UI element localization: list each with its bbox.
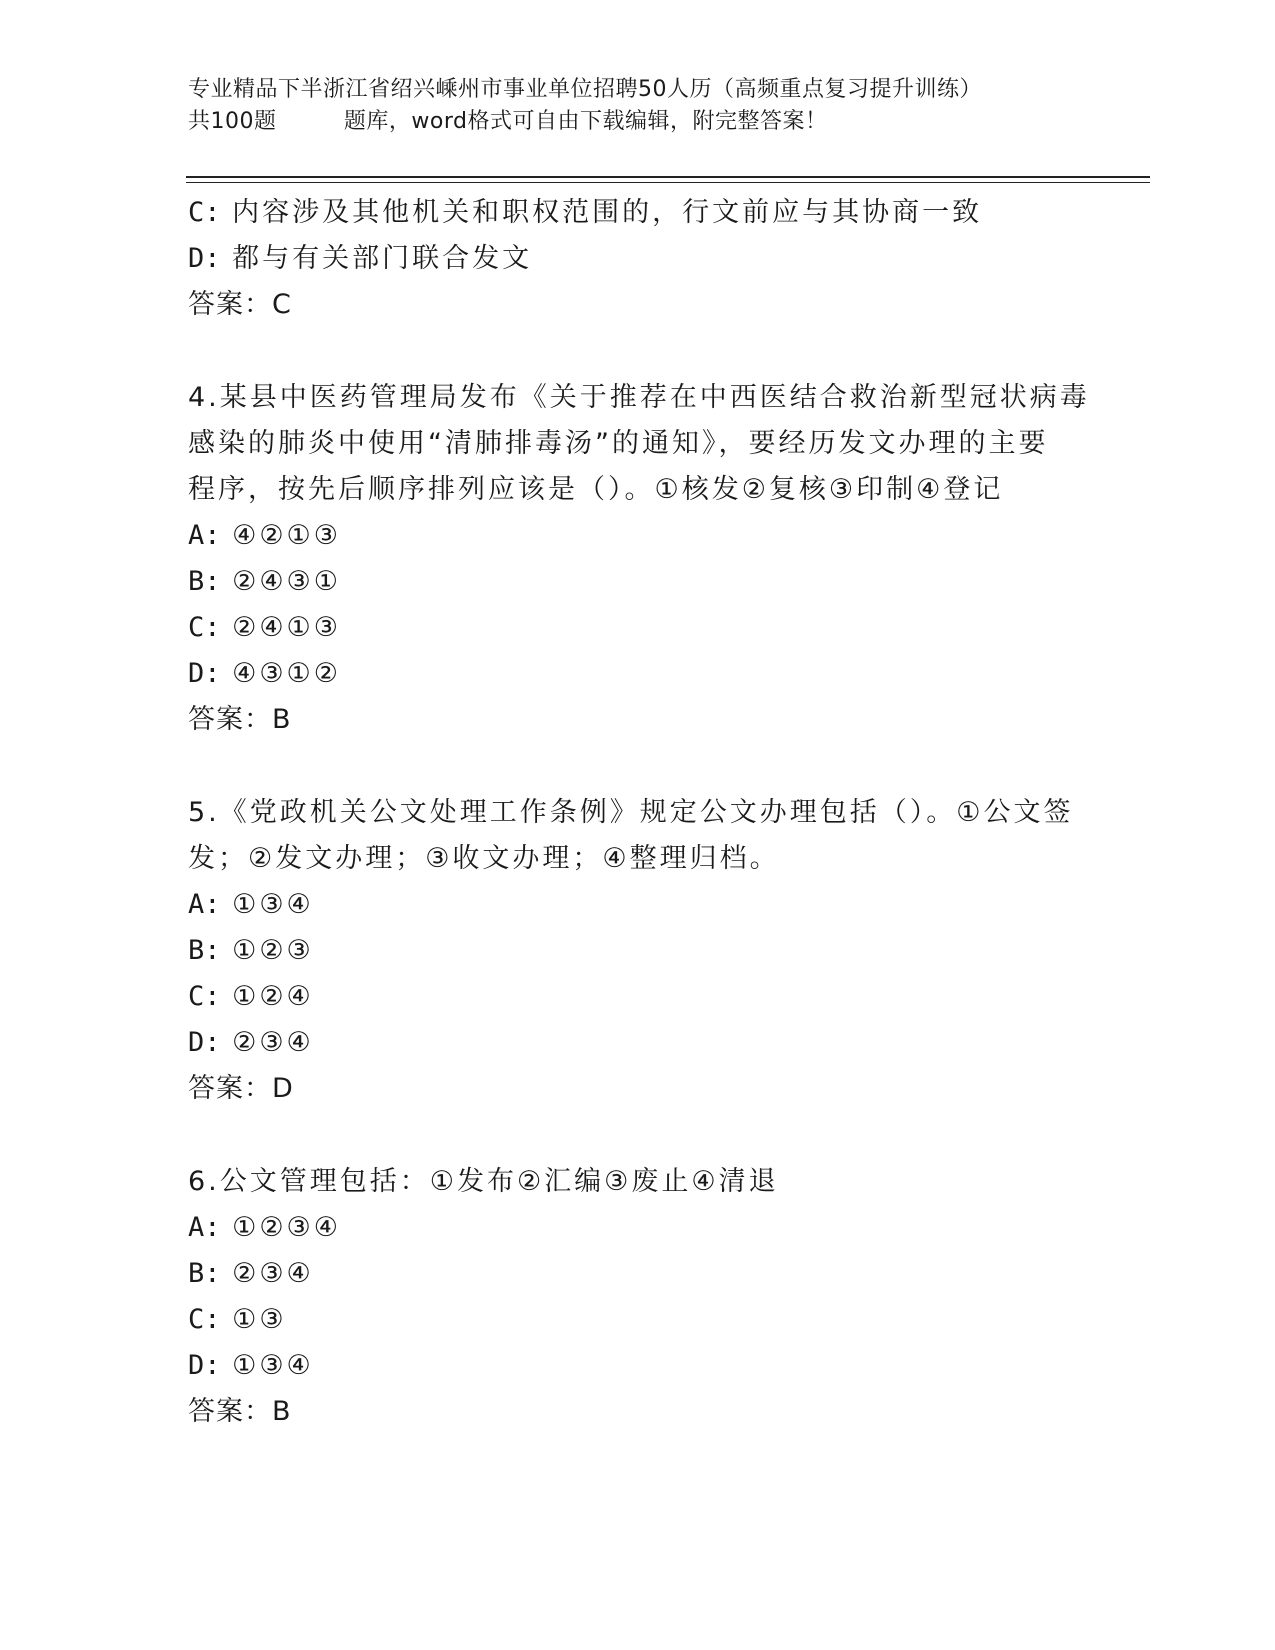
question-text-line: 发；②发文办理；③收文办理；④整理归档。 <box>188 843 780 874</box>
option-text: 内容涉及其他机关和职权范围的，行文前应与其协商一致 <box>232 197 983 228</box>
option-c <box>188 974 1088 1020</box>
option-label: D: <box>188 243 221 274</box>
header-divider-thin <box>186 182 1150 183</box>
question-6 <box>188 1159 1088 1435</box>
question-text-line: 4.某县中医药管理局发布《关于推荐在中西医结合救治新型冠状病毒 <box>188 382 1090 413</box>
option-text: ④②①③ <box>232 520 341 551</box>
option-b <box>188 928 1088 974</box>
option-label: C: <box>188 981 221 1012</box>
option-label: A: <box>188 520 221 551</box>
option-text: ①③④ <box>232 1350 314 1381</box>
document-header <box>188 74 1088 138</box>
option-label: A: <box>188 889 221 920</box>
option-c <box>188 190 1088 236</box>
option-d <box>188 1343 1088 1389</box>
question-list <box>188 190 1088 1435</box>
answer-line: 答案：C <box>188 289 292 320</box>
option-label: C: <box>188 612 221 643</box>
option-label: D: <box>188 1350 221 1381</box>
option-label: B: <box>188 1258 221 1289</box>
option-a <box>188 882 1088 928</box>
option-label: B: <box>188 935 221 966</box>
answer-line: 答案：B <box>188 704 292 735</box>
option-text: ②③④ <box>232 1027 314 1058</box>
option-text: ②④③① <box>232 566 341 597</box>
option-label: D: <box>188 658 221 689</box>
option-label: C: <box>188 1304 221 1335</box>
option-b <box>188 559 1088 605</box>
spacer <box>188 328 1088 375</box>
question-4 <box>188 375 1088 743</box>
option-a <box>188 513 1088 559</box>
question-5 <box>188 790 1088 1112</box>
header-divider-thick <box>186 176 1150 178</box>
option-text: 都与有关部门联合发文 <box>232 243 533 274</box>
option-a <box>188 1205 1088 1251</box>
option-label: A: <box>188 1212 221 1243</box>
option-text: ①②③④ <box>232 1212 341 1243</box>
question-text-line: 程序，按先后顺序排列应该是（）。①核发②复核③印制④登记 <box>188 474 1004 505</box>
option-text: ①③④ <box>232 889 314 920</box>
option-c <box>188 1297 1088 1343</box>
option-text: ①③ <box>232 1304 287 1335</box>
option-c <box>188 605 1088 651</box>
option-b <box>188 1251 1088 1297</box>
option-text: ②④①③ <box>232 612 341 643</box>
option-text: ②③④ <box>232 1258 314 1289</box>
header-title-line-1: 专业精品下半浙江省绍兴嵊州市事业单位招聘50人历（高频重点复习提升训练） <box>188 77 982 102</box>
option-d <box>188 236 1088 282</box>
option-d <box>188 651 1088 697</box>
option-d <box>188 1020 1088 1066</box>
spacer <box>188 1112 1088 1159</box>
option-text: ④③①② <box>232 658 341 689</box>
question-text-line: 5.《党政机关公文处理工作条例》规定公文办理包括（）。①公文签 <box>188 797 1074 828</box>
answer-line: 答案：B <box>188 1396 292 1427</box>
question-3-continuation <box>188 190 1088 328</box>
header-title-line-2: 共100题 题库，word格式可自由下载编辑，附完整答案！ <box>188 109 828 134</box>
option-text: ①②③ <box>232 935 314 966</box>
option-label: B: <box>188 566 221 597</box>
question-text-line: 6.公文管理包括：①发布②汇编③废止④清退 <box>188 1166 779 1197</box>
answer-line: 答案：D <box>188 1073 294 1104</box>
spacer <box>188 743 1088 790</box>
option-label: C: <box>188 197 221 228</box>
option-text: ①②④ <box>232 981 314 1012</box>
question-text-line: 感染的肺炎中使用“清肺排毒汤”的通知》，要经历发文办理的主要 <box>188 428 1049 459</box>
option-label: D: <box>188 1027 221 1058</box>
